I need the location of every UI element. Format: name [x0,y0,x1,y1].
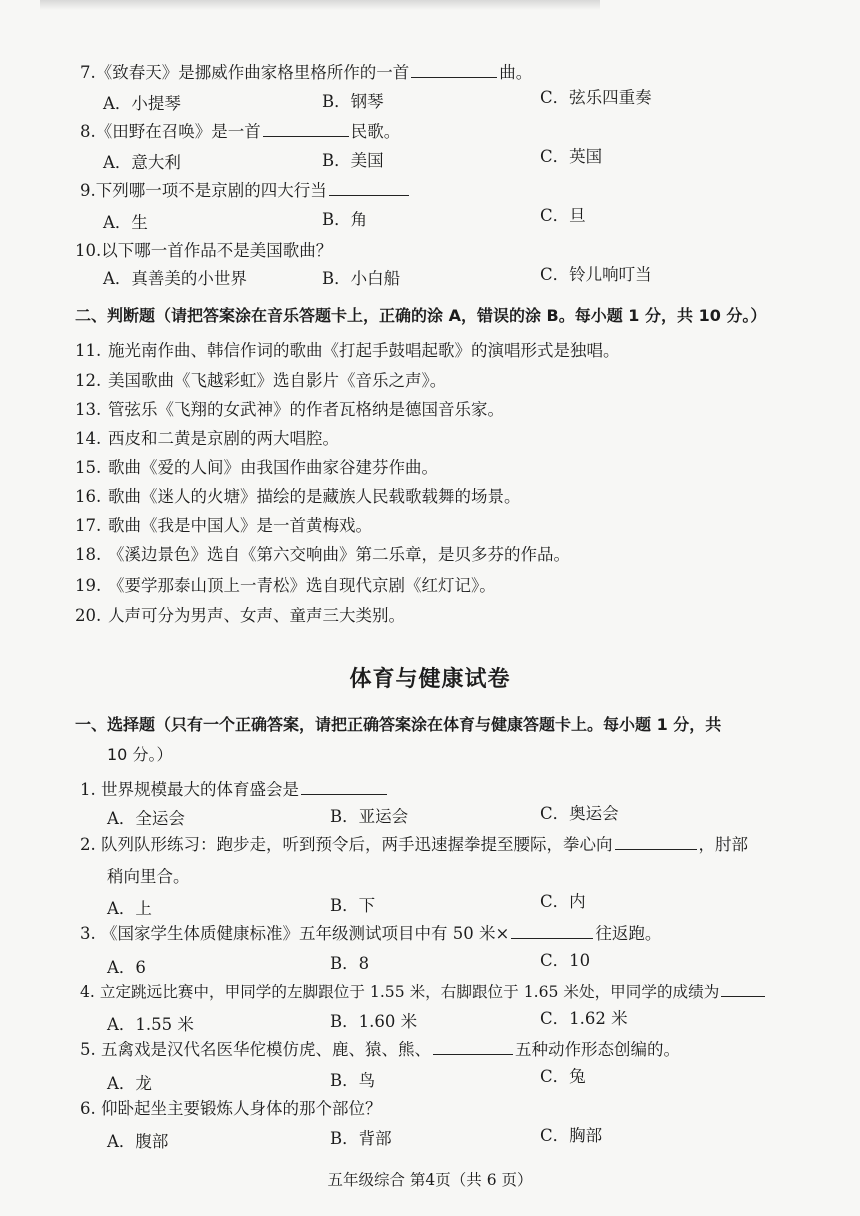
question-7: 7.《致春天》是挪威作曲家格里格所作的一首 曲。 [80,63,533,82]
question-3: 3. 《国家学生体质健康标准》五年级测试项目中有 50 米× 往返跑。 [80,924,662,943]
option-b: B．下 [330,896,376,915]
option-b: B．角 [322,210,368,229]
option-a: A．龙 [107,1074,152,1093]
judge-item: 13. 管弦乐《飞翔的女武神》的作者瓦格纳是德国音乐家。 [75,400,504,419]
answer-blank [301,779,387,795]
option-b: B．亚运会 [330,807,409,826]
question-6: 6. 仰卧起坐主要锻炼人身体的那个部位？ [80,1099,382,1118]
answer-blank [263,121,349,137]
judge-item: 19. 《要学那泰山顶上一青松》选自现代京剧《红灯记》。 [75,576,496,595]
option-c: C．弦乐四重奏 [540,88,652,107]
question-9: 9.下列哪一项不是京剧的四大行当 [80,180,411,202]
judge-item: 18. 《溪边景色》选自《第六交响曲》第二乐章，是贝多芬的作品。 [75,545,570,564]
option-b: B．背部 [330,1129,392,1148]
question-5: 5. 五禽戏是汉代名医华佗模仿虎、鹿、猿、熊、 五种动作形态创编的。 [80,1040,680,1059]
option-b: B．钢琴 [322,92,384,111]
judge-item: 14. 西皮和二黄是京剧的两大唱腔。 [75,429,339,448]
judge-item: 16. 歌曲《迷人的火塘》描绘的是藏族人民载歌载舞的场景。 [75,487,521,506]
option-b: B．小白船 [322,269,401,288]
answer-blank [411,62,497,78]
option-c: C．内 [540,892,586,911]
question-10: 10.以下哪一首作品不是美国歌曲？ [75,241,333,260]
option-c: C．英国 [540,147,603,166]
answer-blank [615,834,697,850]
option-b: B．8 [330,954,370,973]
option-b: B．1.60 米 [330,1012,418,1031]
judge-item: 11. 施光南作曲、韩信作词的歌曲《打起手鼓唱起歌》的演唱形式是独唱。 [75,341,620,360]
judge-item: 12. 美国歌曲《飞越彩虹》选自影片《音乐之声》。 [75,371,447,390]
option-a: A．真善美的小世界 [103,269,247,288]
question-2-cont: 稍向里合。 [107,867,190,886]
question-2: 2. 队列队形练习：跑步走，听到预令后，两手迅速握拳提至腰际，拳心向 ，肘部 [80,835,748,854]
option-c: C．10 [540,951,591,970]
option-c: C．奥运会 [540,804,619,823]
answer-blank [433,1039,513,1055]
judge-item: 17. 歌曲《我是中国人》是一首黄梅戏。 [75,516,372,535]
scan-shadow [40,0,600,10]
option-b: B．鸟 [330,1071,376,1090]
answer-blank [511,923,593,939]
option-a: A．意大利 [103,153,181,172]
answer-blank [329,180,409,196]
option-c: C．兔 [540,1067,586,1086]
page-footer: 五年级综合 第4页（共 6 页） [327,1171,533,1189]
option-c: C．胸部 [540,1126,603,1145]
option-a: A．1.55 米 [107,1015,194,1034]
judge-item: 20. 人声可分为男声、女声、童声三大类别。 [75,606,405,625]
answer-blank [721,981,765,997]
option-a: A．上 [107,899,152,918]
question-4: 4. 立定跳远比赛中，甲同学的左脚跟位于 1.55 米，右脚跟位于 1.65 米处，甲同学的成绩为 [80,981,767,1003]
question-1: 1. 世界规模最大的体育盛会是 [80,779,389,801]
option-a: A．腹部 [107,1132,169,1151]
option-a: A．6 [107,958,146,977]
judge-item: 15. 歌曲《爱的人间》由我国作曲家谷建芬作曲。 [75,458,438,477]
option-b: B．美国 [322,151,384,170]
option-c: C．1.62 米 [540,1009,628,1028]
option-a: A．小提琴 [103,94,181,113]
section-header-judge: 二、判断题（请把答案涂在音乐答题卡上，正确的涂 A，错误的涂 B。每小题 1 分，共 10 分。） [75,306,767,325]
option-c: C．铃儿响叮当 [540,265,652,284]
section-header-choice: 一、选择题（只有一个正确答案，请把正确答案涂在体育与健康答题卡上。每小题 1 分，共 [75,715,722,734]
question-8: 8.《田野在召唤》是一首 民歌。 [80,122,401,141]
option-c: C．旦 [540,206,586,225]
option-a: A．生 [103,213,148,232]
section-header-choice-cont: 10 分。） [107,745,173,764]
option-a: A．全运会 [107,809,185,828]
pe-title: 体育与健康试卷 [349,667,511,692]
